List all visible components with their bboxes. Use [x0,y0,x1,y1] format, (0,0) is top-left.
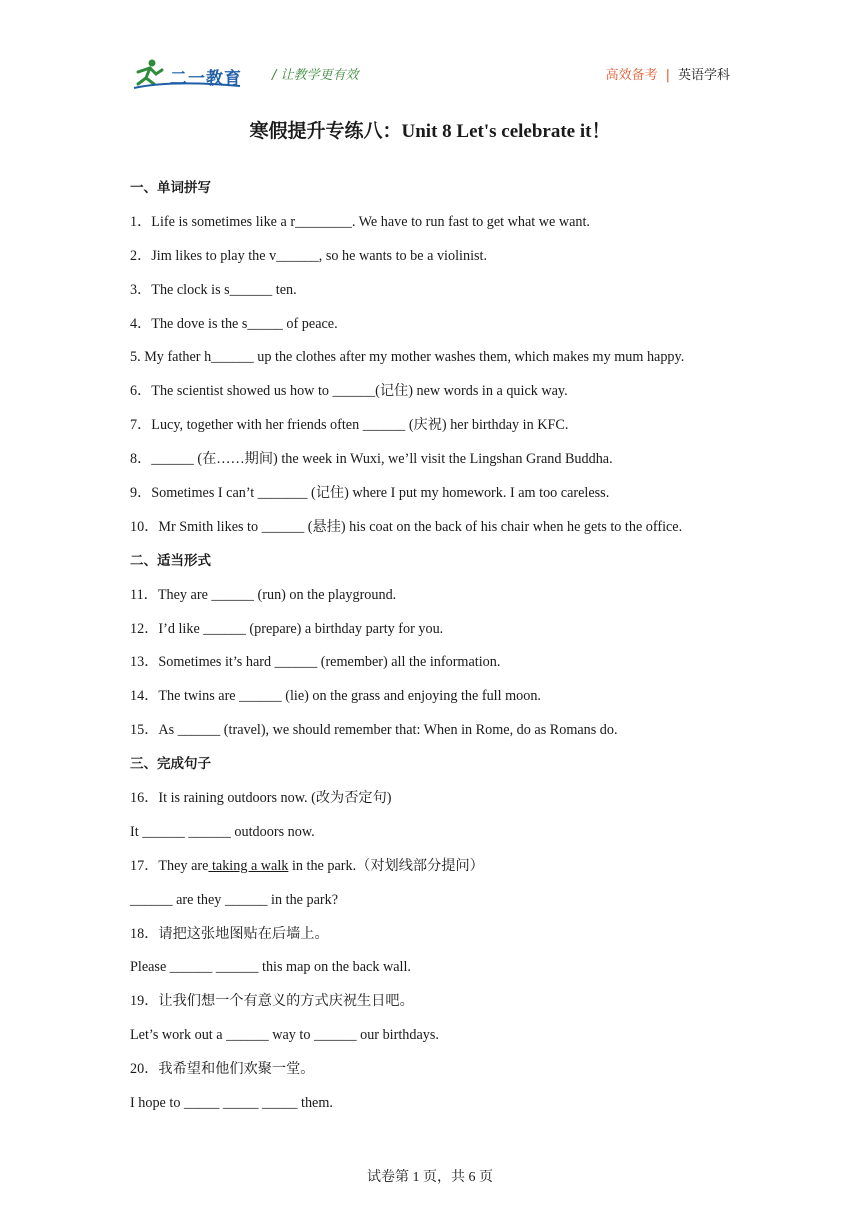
page-title: 寒假提升专练八：Unit 8 Let's celebrate it！ [249,121,611,142]
logo-text: 二一教育 [170,69,242,89]
question-text: 17．They are [130,857,209,874]
question-line: 13．Sometimes it’s hard ______ (remember) all the information. [130,654,501,671]
question-line: 14．The twins are ______ (lie) on the grass and enjoying the full moon. [130,688,541,705]
question-line: It ______ ______ outdoors now. [130,823,315,840]
question-line: 19．让我们想一个有意义的方式庆祝生日吧。 [130,993,414,1010]
question-line: ______ are they ______ in the park? [130,891,339,908]
header-separator: | [665,68,670,83]
question-line: 9．Sometimes I can’t _______ (记住) where I put my homework. I am too careless. [130,485,610,502]
question-line: 7．Lucy, together with her friends often ______ (庆祝) her birthday in KFC. [130,417,569,434]
question-line: Please ______ ______ this map on the back wall. [130,959,411,976]
question-line [130,856,740,890]
question-line: 15．As ______ (travel), we should remember that: When in Rome, do as Romans do. [130,722,618,739]
question-line: 6．The scientist showed us how to ______(记住) new words in a quick way. [130,383,568,400]
question-line: 3．The clock is s______ ten. [130,281,297,298]
question-line: 18．请把这张地图贴在后墙上。 [130,925,329,942]
header-subject [606,64,730,83]
question-line: Let’s work out a ______ way to ______ our birthdays. [130,1027,439,1044]
section-heading: 二、适当形式 [130,552,211,569]
question-text: in the park.（对划线部分提问） [288,857,484,874]
question-line: 1．Life is sometimes like a r________. We have to run fast to get what we want. [130,213,590,230]
header-subject-label: 英语学科 [677,68,730,83]
question-line: 10．Mr Smith likes to ______ (悬挂) his coat on the back of his chair when he gets to the office. [130,518,683,535]
question-line: I hope to _____ _____ _____ them. [130,1095,333,1112]
question-line: 8．______ (在……期间) the week in Wuxi, we’ll visit the Lingshan Grand Buddha. [130,451,613,468]
page-header [0,0,860,100]
section-heading: 一、单词拼写 [130,180,211,196]
question-line: 11．They are ______ (run) on the playground. [130,586,397,603]
question-line: 16．It is raining outdoors now. (改为否定句) [130,790,392,807]
question-line: 2．Jim likes to play the v______, so he wants to be a violinist. [130,247,488,264]
question-line: 4．The dove is the s_____ of peace. [130,315,338,332]
question-line: 20．我希望和他们欢聚一堂。 [130,1061,315,1078]
header-tag: 高效备考 [605,68,658,83]
section-heading: 三、完成句子 [130,756,211,773]
underlined-phrase: taking a walk [208,857,289,874]
question-line: 12．I’d like ______ (prepare) a birthday party for you. [130,620,444,637]
slogan: / 让教学更有效 [272,68,359,83]
exercise-content [130,178,740,1127]
page-footer: 试卷第 1 页，共 6 页 [367,1170,493,1185]
question-line: 5. My father h______ up the clothes after my mother washes them, which makes my mum happy. [130,349,685,366]
